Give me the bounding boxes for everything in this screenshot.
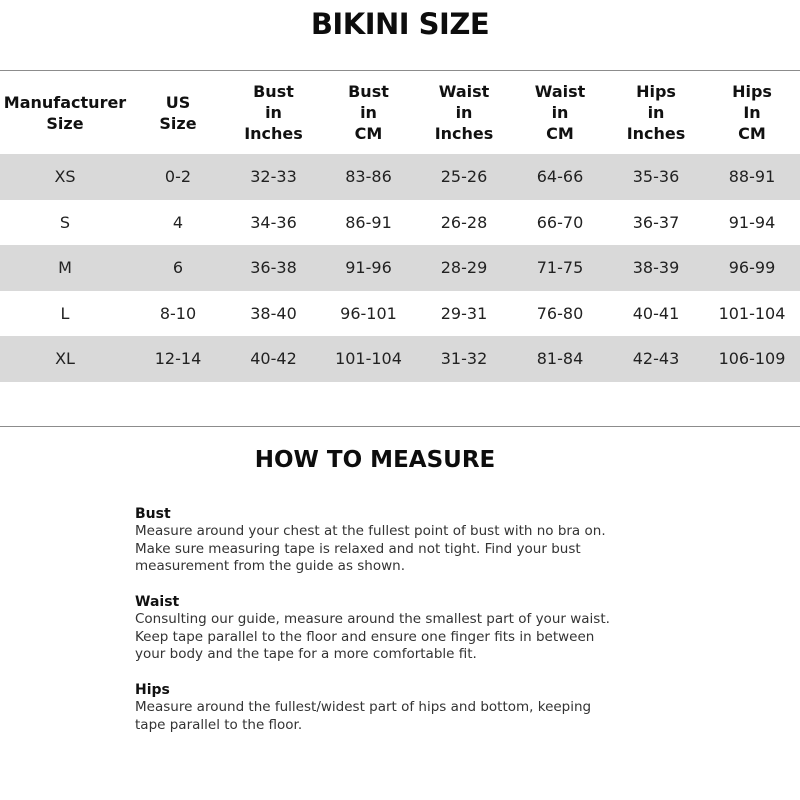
table-row	[0, 245, 800, 291]
cell-waist-cm: 71-75	[536, 258, 584, 278]
table-row	[0, 200, 800, 246]
cell-manufacturer-size: M	[58, 258, 72, 278]
header-waist-cm: Waist in CM	[534, 82, 586, 143]
cell-bust-cm: 83-86	[345, 167, 392, 187]
cell-waist-inches: 25-26	[440, 167, 488, 187]
header-waist-inches: Waist in Inches	[434, 82, 494, 143]
cell-waist-inches: 29-31	[440, 303, 488, 323]
cell-hips-cm: 96-99	[728, 258, 776, 278]
cell-us-size: 12-14	[154, 349, 202, 369]
cell-us-size: 6	[172, 258, 184, 278]
cell-hips-inches: 38-39	[632, 258, 680, 278]
cell-bust-inches: 36-38	[250, 258, 297, 278]
cell-bust-cm: 86-91	[345, 212, 392, 232]
cell-bust-cm: 101-104	[335, 349, 402, 369]
cell-waist-inches: 26-28	[440, 212, 488, 232]
bust-heading: Bust	[135, 506, 171, 522]
bust-text: Measure around your chest at the fullest point of bust with no bra on. Make sure measuring tape is relaxed and not tight. Find your bust measurement from the guide as shown.	[135, 523, 606, 574]
cell-bust-cm: 96-101	[340, 303, 397, 323]
hips-heading: Hips	[135, 682, 170, 698]
cell-hips-inches: 40-41	[632, 303, 680, 323]
cell-bust-cm: 91-96	[345, 258, 392, 278]
table-header-row	[0, 71, 800, 154]
header-bust-cm: Bust in CM	[348, 82, 389, 143]
cell-hips-cm: 91-94	[728, 212, 776, 232]
cell-waist-inches: 28-29	[440, 258, 488, 278]
cell-manufacturer-size: L	[60, 303, 70, 323]
cell-waist-inches: 31-32	[440, 349, 488, 369]
cell-manufacturer-size: S	[59, 212, 71, 232]
table-row	[0, 336, 800, 382]
table-row	[0, 154, 800, 200]
cell-hips-cm: 88-91	[728, 167, 776, 187]
how-to-measure-title: HOW TO MEASURE	[254, 447, 496, 473]
page-title: BIKINI SIZE	[310, 7, 490, 41]
header-us-size: US Size	[159, 92, 197, 133]
cell-us-size: 4	[172, 212, 184, 232]
cell-waist-cm: 64-66	[536, 167, 584, 187]
cell-waist-cm: 81-84	[536, 349, 584, 369]
cell-bust-inches: 34-36	[250, 212, 297, 232]
cell-waist-cm: 76-80	[536, 303, 584, 323]
hips-text: Measure around the fullest/widest part of hips and bottom, keeping tape parallel to the floor.	[135, 699, 592, 733]
cell-hips-inches: 42-43	[632, 349, 680, 369]
cell-hips-cm: 106-109	[718, 349, 786, 369]
cell-us-size: 8-10	[159, 303, 197, 323]
section-divider	[0, 426, 800, 427]
cell-bust-inches: 40-42	[250, 349, 297, 369]
cell-bust-inches: 38-40	[250, 303, 297, 323]
cell-hips-inches: 35-36	[632, 167, 680, 187]
cell-manufacturer-size: XS	[54, 167, 76, 187]
header-hips-cm: Hips In CM	[732, 82, 772, 143]
cell-hips-cm: 101-104	[718, 303, 786, 323]
cell-waist-cm: 66-70	[536, 212, 584, 232]
cell-hips-inches: 36-37	[632, 212, 680, 232]
size-chart-table	[0, 70, 800, 382]
header-hips-inches: Hips in Inches	[626, 82, 686, 143]
cell-bust-inches: 32-33	[250, 167, 297, 187]
bust-instructions	[135, 506, 635, 576]
waist-heading: Waist	[135, 594, 180, 610]
waist-text: Consulting our guide, measure around the smallest part of your waist. Keep tape parallel to the floor and ensure one finger fits in between your body and the tape for a more comfortable fit.	[135, 611, 610, 662]
hips-instructions	[135, 682, 635, 734]
table-row	[0, 291, 800, 337]
waist-instructions	[135, 594, 635, 664]
header-bust-inches: Bust in Inches	[244, 82, 303, 143]
cell-us-size: 0-2	[164, 167, 192, 187]
cell-manufacturer-size: XL	[55, 349, 75, 369]
header-manufacturer-size: Manufacturer Size	[3, 92, 127, 133]
